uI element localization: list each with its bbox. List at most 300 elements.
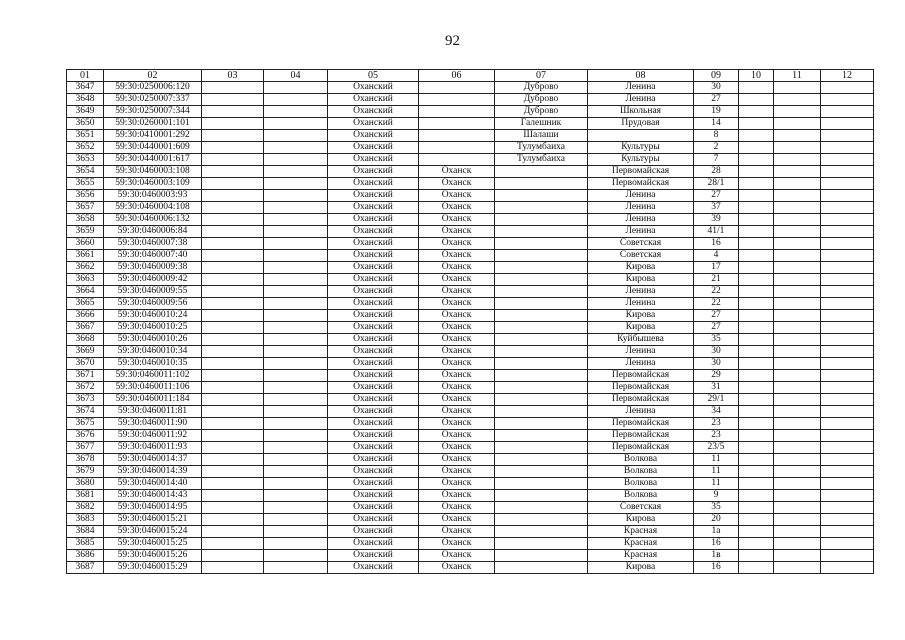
settlement-cell	[495, 262, 588, 274]
settlement-cell	[495, 454, 588, 466]
record-number-cell: 3670	[67, 358, 104, 370]
cadastral-number-cell: 59:30:0250007:337	[104, 94, 202, 106]
col-04-cell	[264, 562, 328, 574]
settlement-cell	[495, 514, 588, 526]
table-row	[67, 418, 874, 430]
district-cell: Оханский	[328, 526, 419, 538]
col-12-cell	[821, 370, 874, 382]
city-cell: Оханск	[419, 202, 495, 214]
record-number-cell: 3684	[67, 526, 104, 538]
street-cell: Первомайская	[588, 382, 694, 394]
record-number-cell: 3652	[67, 142, 104, 154]
street-cell: Ленина	[588, 202, 694, 214]
col-10-cell	[739, 166, 774, 178]
cadastral-number-cell: 59:30:0460011:93	[104, 442, 202, 454]
cadastral-number-cell: 59:30:0460014:37	[104, 454, 202, 466]
house-number-cell: 39	[694, 214, 739, 226]
col-10-cell	[739, 346, 774, 358]
cadastral-number-cell: 59:30:0460011:92	[104, 430, 202, 442]
column-header-06: 06	[419, 70, 495, 82]
table-row	[67, 310, 874, 322]
city-cell	[419, 142, 495, 154]
col-04-cell	[264, 502, 328, 514]
col-03-cell	[202, 418, 264, 430]
col-03-cell	[202, 502, 264, 514]
registry-table	[66, 69, 874, 574]
col-10-cell	[739, 430, 774, 442]
col-10-cell	[739, 118, 774, 130]
col-04-cell	[264, 298, 328, 310]
table-body	[67, 82, 874, 574]
street-cell: Первомайская	[588, 178, 694, 190]
table-row	[67, 550, 874, 562]
table-row	[67, 466, 874, 478]
col-12-cell	[821, 310, 874, 322]
cadastral-number-cell: 59:30:0460010:24	[104, 310, 202, 322]
district-cell: Оханский	[328, 382, 419, 394]
city-cell: Оханск	[419, 214, 495, 226]
col-11-cell	[774, 286, 821, 298]
cadastral-number-cell: 59:30:0460014:43	[104, 490, 202, 502]
table-row	[67, 394, 874, 406]
table-row	[67, 286, 874, 298]
col-04-cell	[264, 334, 328, 346]
street-cell: Кирова	[588, 274, 694, 286]
col-04-cell	[264, 478, 328, 490]
house-number-cell: 11	[694, 478, 739, 490]
col-03-cell	[202, 358, 264, 370]
col-04-cell	[264, 106, 328, 118]
col-12-cell	[821, 514, 874, 526]
house-number-cell: 30	[694, 346, 739, 358]
col-10-cell	[739, 550, 774, 562]
col-04-cell	[264, 178, 328, 190]
cadastral-number-cell: 59:30:0460010:25	[104, 322, 202, 334]
settlement-cell	[495, 214, 588, 226]
col-10-cell	[739, 154, 774, 166]
settlement-cell	[495, 166, 588, 178]
table-row	[67, 538, 874, 550]
column-header-04: 04	[264, 70, 328, 82]
col-11-cell	[774, 334, 821, 346]
col-03-cell	[202, 82, 264, 94]
record-number-cell: 3686	[67, 550, 104, 562]
street-cell: Первомайская	[588, 370, 694, 382]
city-cell: Оханск	[419, 526, 495, 538]
col-10-cell	[739, 250, 774, 262]
table-row	[67, 178, 874, 190]
col-11-cell	[774, 166, 821, 178]
col-11-cell	[774, 226, 821, 238]
house-number-cell: 16	[694, 562, 739, 574]
col-12-cell	[821, 106, 874, 118]
col-11-cell	[774, 562, 821, 574]
col-11-cell	[774, 82, 821, 94]
house-number-cell: 1в	[694, 550, 739, 562]
col-11-cell	[774, 418, 821, 430]
table-row	[67, 370, 874, 382]
col-12-cell	[821, 430, 874, 442]
street-cell: Ленина	[588, 286, 694, 298]
table-row	[67, 334, 874, 346]
city-cell: Оханск	[419, 310, 495, 322]
column-header-07: 07	[495, 70, 588, 82]
col-04-cell	[264, 214, 328, 226]
record-number-cell: 3656	[67, 190, 104, 202]
col-03-cell	[202, 430, 264, 442]
record-number-cell: 3663	[67, 274, 104, 286]
district-cell: Оханский	[328, 478, 419, 490]
col-11-cell	[774, 190, 821, 202]
col-10-cell	[739, 190, 774, 202]
col-11-cell	[774, 274, 821, 286]
cadastral-number-cell: 59:30:0460010:26	[104, 334, 202, 346]
col-11-cell	[774, 370, 821, 382]
col-12-cell	[821, 358, 874, 370]
col-11-cell	[774, 430, 821, 442]
house-number-cell: 27	[694, 190, 739, 202]
col-10-cell	[739, 226, 774, 238]
col-04-cell	[264, 166, 328, 178]
settlement-cell: Дуброво	[495, 106, 588, 118]
cadastral-number-cell: 59:30:0460003:93	[104, 190, 202, 202]
street-cell: Кирова	[588, 322, 694, 334]
col-11-cell	[774, 442, 821, 454]
district-cell: Оханский	[328, 334, 419, 346]
column-header-09: 09	[694, 70, 739, 82]
cadastral-number-cell: 59:30:0440001:609	[104, 142, 202, 154]
street-cell: Ленина	[588, 82, 694, 94]
cadastral-number-cell: 59:30:0460015:29	[104, 562, 202, 574]
col-04-cell	[264, 382, 328, 394]
record-number-cell: 3687	[67, 562, 104, 574]
col-11-cell	[774, 106, 821, 118]
table-row	[67, 514, 874, 526]
col-10-cell	[739, 490, 774, 502]
street-cell: Кирова	[588, 262, 694, 274]
col-11-cell	[774, 394, 821, 406]
city-cell: Оханск	[419, 262, 495, 274]
street-cell: Советская	[588, 502, 694, 514]
cadastral-number-cell: 59:30:0460009:38	[104, 262, 202, 274]
record-number-cell: 3649	[67, 106, 104, 118]
table-row	[67, 562, 874, 574]
settlement-cell	[495, 526, 588, 538]
record-number-cell: 3659	[67, 226, 104, 238]
col-03-cell	[202, 130, 264, 142]
col-11-cell	[774, 262, 821, 274]
street-cell: Первомайская	[588, 166, 694, 178]
col-03-cell	[202, 478, 264, 490]
col-03-cell	[202, 322, 264, 334]
cadastral-number-cell: 59:30:0460006:84	[104, 226, 202, 238]
cadastral-number-cell: 59:30:0460011:102	[104, 370, 202, 382]
col-12-cell	[821, 166, 874, 178]
col-03-cell	[202, 238, 264, 250]
house-number-cell: 22	[694, 286, 739, 298]
col-12-cell	[821, 490, 874, 502]
city-cell: Оханск	[419, 478, 495, 490]
col-03-cell	[202, 178, 264, 190]
city-cell: Оханск	[419, 238, 495, 250]
col-11-cell	[774, 94, 821, 106]
house-number-cell: 9	[694, 490, 739, 502]
district-cell: Оханский	[328, 442, 419, 454]
col-10-cell	[739, 130, 774, 142]
record-number-cell: 3665	[67, 298, 104, 310]
table-row	[67, 262, 874, 274]
column-header-01: 01	[67, 70, 104, 82]
cadastral-number-cell: 59:30:0460011:106	[104, 382, 202, 394]
cadastral-number-cell: 59:30:0460015:26	[104, 550, 202, 562]
col-11-cell	[774, 538, 821, 550]
col-11-cell	[774, 202, 821, 214]
col-11-cell	[774, 406, 821, 418]
record-number-cell: 3671	[67, 370, 104, 382]
street-cell: Волкова	[588, 466, 694, 478]
street-cell: Ленина	[588, 358, 694, 370]
table-row	[67, 226, 874, 238]
settlement-cell: Дуброво	[495, 94, 588, 106]
col-12-cell	[821, 82, 874, 94]
city-cell: Оханск	[419, 490, 495, 502]
col-10-cell	[739, 454, 774, 466]
table-row	[67, 346, 874, 358]
record-number-cell: 3683	[67, 514, 104, 526]
col-12-cell	[821, 346, 874, 358]
col-10-cell	[739, 298, 774, 310]
house-number-cell: 7	[694, 154, 739, 166]
district-cell: Оханский	[328, 262, 419, 274]
table-row	[67, 358, 874, 370]
settlement-cell	[495, 406, 588, 418]
col-03-cell	[202, 346, 264, 358]
settlement-cell: Тулумбаиха	[495, 142, 588, 154]
house-number-cell: 30	[694, 82, 739, 94]
col-03-cell	[202, 94, 264, 106]
table-row	[67, 190, 874, 202]
col-10-cell	[739, 394, 774, 406]
house-number-cell: 27	[694, 310, 739, 322]
col-04-cell	[264, 454, 328, 466]
col-03-cell	[202, 214, 264, 226]
col-11-cell	[774, 322, 821, 334]
city-cell: Оханск	[419, 178, 495, 190]
table-row	[67, 478, 874, 490]
col-10-cell	[739, 418, 774, 430]
street-cell: Ленина	[588, 298, 694, 310]
col-03-cell	[202, 298, 264, 310]
col-10-cell	[739, 406, 774, 418]
street-cell: Ленина	[588, 226, 694, 238]
table-row	[67, 454, 874, 466]
col-12-cell	[821, 262, 874, 274]
settlement-cell	[495, 274, 588, 286]
col-04-cell	[264, 526, 328, 538]
cadastral-number-cell: 59:30:0260001:101	[104, 118, 202, 130]
city-cell	[419, 82, 495, 94]
record-number-cell: 3653	[67, 154, 104, 166]
record-number-cell: 3648	[67, 94, 104, 106]
cadastral-number-cell: 59:30:0460003:109	[104, 178, 202, 190]
city-cell: Оханск	[419, 322, 495, 334]
settlement-cell	[495, 538, 588, 550]
house-number-cell: 1а	[694, 526, 739, 538]
street-cell: Ленина	[588, 346, 694, 358]
record-number-cell: 3685	[67, 538, 104, 550]
house-number-cell: 30	[694, 358, 739, 370]
col-10-cell	[739, 106, 774, 118]
settlement-cell	[495, 430, 588, 442]
street-cell: Красная	[588, 526, 694, 538]
cadastral-number-cell: 59:30:0460014:95	[104, 502, 202, 514]
col-10-cell	[739, 514, 774, 526]
column-header-03: 03	[202, 70, 264, 82]
settlement-cell	[495, 418, 588, 430]
district-cell: Оханский	[328, 190, 419, 202]
district-cell: Оханский	[328, 346, 419, 358]
record-number-cell: 3661	[67, 250, 104, 262]
table-row	[67, 118, 874, 130]
city-cell: Оханск	[419, 562, 495, 574]
col-10-cell	[739, 466, 774, 478]
column-header-11: 11	[774, 70, 821, 82]
street-cell: Советская	[588, 250, 694, 262]
record-number-cell: 3650	[67, 118, 104, 130]
table-row	[67, 202, 874, 214]
col-04-cell	[264, 406, 328, 418]
table-row	[67, 214, 874, 226]
settlement-cell	[495, 178, 588, 190]
col-10-cell	[739, 178, 774, 190]
table-row	[67, 166, 874, 178]
col-04-cell	[264, 418, 328, 430]
col-12-cell	[821, 478, 874, 490]
district-cell: Оханский	[328, 550, 419, 562]
cadastral-number-cell: 59:30:0460010:34	[104, 346, 202, 358]
col-03-cell	[202, 310, 264, 322]
city-cell: Оханск	[419, 394, 495, 406]
col-12-cell	[821, 190, 874, 202]
record-number-cell: 3679	[67, 466, 104, 478]
district-cell: Оханский	[328, 502, 419, 514]
district-cell: Оханский	[328, 166, 419, 178]
col-10-cell	[739, 322, 774, 334]
record-number-cell: 3651	[67, 130, 104, 142]
col-10-cell	[739, 82, 774, 94]
record-number-cell: 3673	[67, 394, 104, 406]
house-number-cell: 16	[694, 538, 739, 550]
cadastral-number-cell: 59:30:0460011:184	[104, 394, 202, 406]
settlement-cell	[495, 382, 588, 394]
district-cell: Оханский	[328, 82, 419, 94]
street-cell: Первомайская	[588, 418, 694, 430]
house-number-cell: 27	[694, 94, 739, 106]
city-cell: Оханск	[419, 406, 495, 418]
col-11-cell	[774, 142, 821, 154]
col-12-cell	[821, 202, 874, 214]
cadastral-number-cell: 59:30:0460014:39	[104, 466, 202, 478]
col-03-cell	[202, 166, 264, 178]
house-number-cell: 21	[694, 274, 739, 286]
col-12-cell	[821, 178, 874, 190]
col-10-cell	[739, 142, 774, 154]
cadastral-number-cell: 59:30:0440001:617	[104, 154, 202, 166]
col-10-cell	[739, 358, 774, 370]
house-number-cell: 11	[694, 466, 739, 478]
district-cell: Оханский	[328, 466, 419, 478]
table-row	[67, 82, 874, 94]
street-cell: Ленина	[588, 190, 694, 202]
col-03-cell	[202, 562, 264, 574]
record-number-cell: 3682	[67, 502, 104, 514]
record-number-cell: 3681	[67, 490, 104, 502]
house-number-cell: 28/1	[694, 178, 739, 190]
city-cell: Оханск	[419, 382, 495, 394]
col-11-cell	[774, 238, 821, 250]
col-12-cell	[821, 550, 874, 562]
record-number-cell: 3676	[67, 430, 104, 442]
street-cell: Культуры	[588, 154, 694, 166]
city-cell	[419, 106, 495, 118]
record-number-cell: 3657	[67, 202, 104, 214]
col-12-cell	[821, 142, 874, 154]
col-10-cell	[739, 382, 774, 394]
house-number-cell: 41/1	[694, 226, 739, 238]
col-12-cell	[821, 130, 874, 142]
house-number-cell: 14	[694, 118, 739, 130]
column-header-02: 02	[104, 70, 202, 82]
column-header-12: 12	[821, 70, 874, 82]
settlement-cell	[495, 250, 588, 262]
district-cell: Оханский	[328, 154, 419, 166]
col-10-cell	[739, 478, 774, 490]
col-11-cell	[774, 454, 821, 466]
settlement-cell	[495, 370, 588, 382]
col-04-cell	[264, 394, 328, 406]
settlement-cell: Галешник	[495, 118, 588, 130]
col-04-cell	[264, 358, 328, 370]
col-12-cell	[821, 502, 874, 514]
street-cell: Кирова	[588, 514, 694, 526]
header-row	[67, 70, 874, 82]
col-04-cell	[264, 286, 328, 298]
settlement-cell	[495, 226, 588, 238]
street-cell: Культуры	[588, 142, 694, 154]
col-04-cell	[264, 202, 328, 214]
city-cell: Оханск	[419, 502, 495, 514]
cadastral-number-cell: 59:30:0460015:24	[104, 526, 202, 538]
table-row	[67, 142, 874, 154]
district-cell: Оханский	[328, 226, 419, 238]
col-12-cell	[821, 382, 874, 394]
col-10-cell	[739, 502, 774, 514]
district-cell: Оханский	[328, 250, 419, 262]
house-number-cell: 2	[694, 142, 739, 154]
house-number-cell: 11	[694, 454, 739, 466]
col-04-cell	[264, 538, 328, 550]
house-number-cell: 17	[694, 262, 739, 274]
street-cell: Кирова	[588, 310, 694, 322]
city-cell: Оханск	[419, 466, 495, 478]
col-10-cell	[739, 94, 774, 106]
district-cell: Оханский	[328, 274, 419, 286]
table-row	[67, 298, 874, 310]
settlement-cell: Шалаши	[495, 130, 588, 142]
col-11-cell	[774, 130, 821, 142]
col-12-cell	[821, 526, 874, 538]
cadastral-number-cell: 59:30:0460015:25	[104, 538, 202, 550]
